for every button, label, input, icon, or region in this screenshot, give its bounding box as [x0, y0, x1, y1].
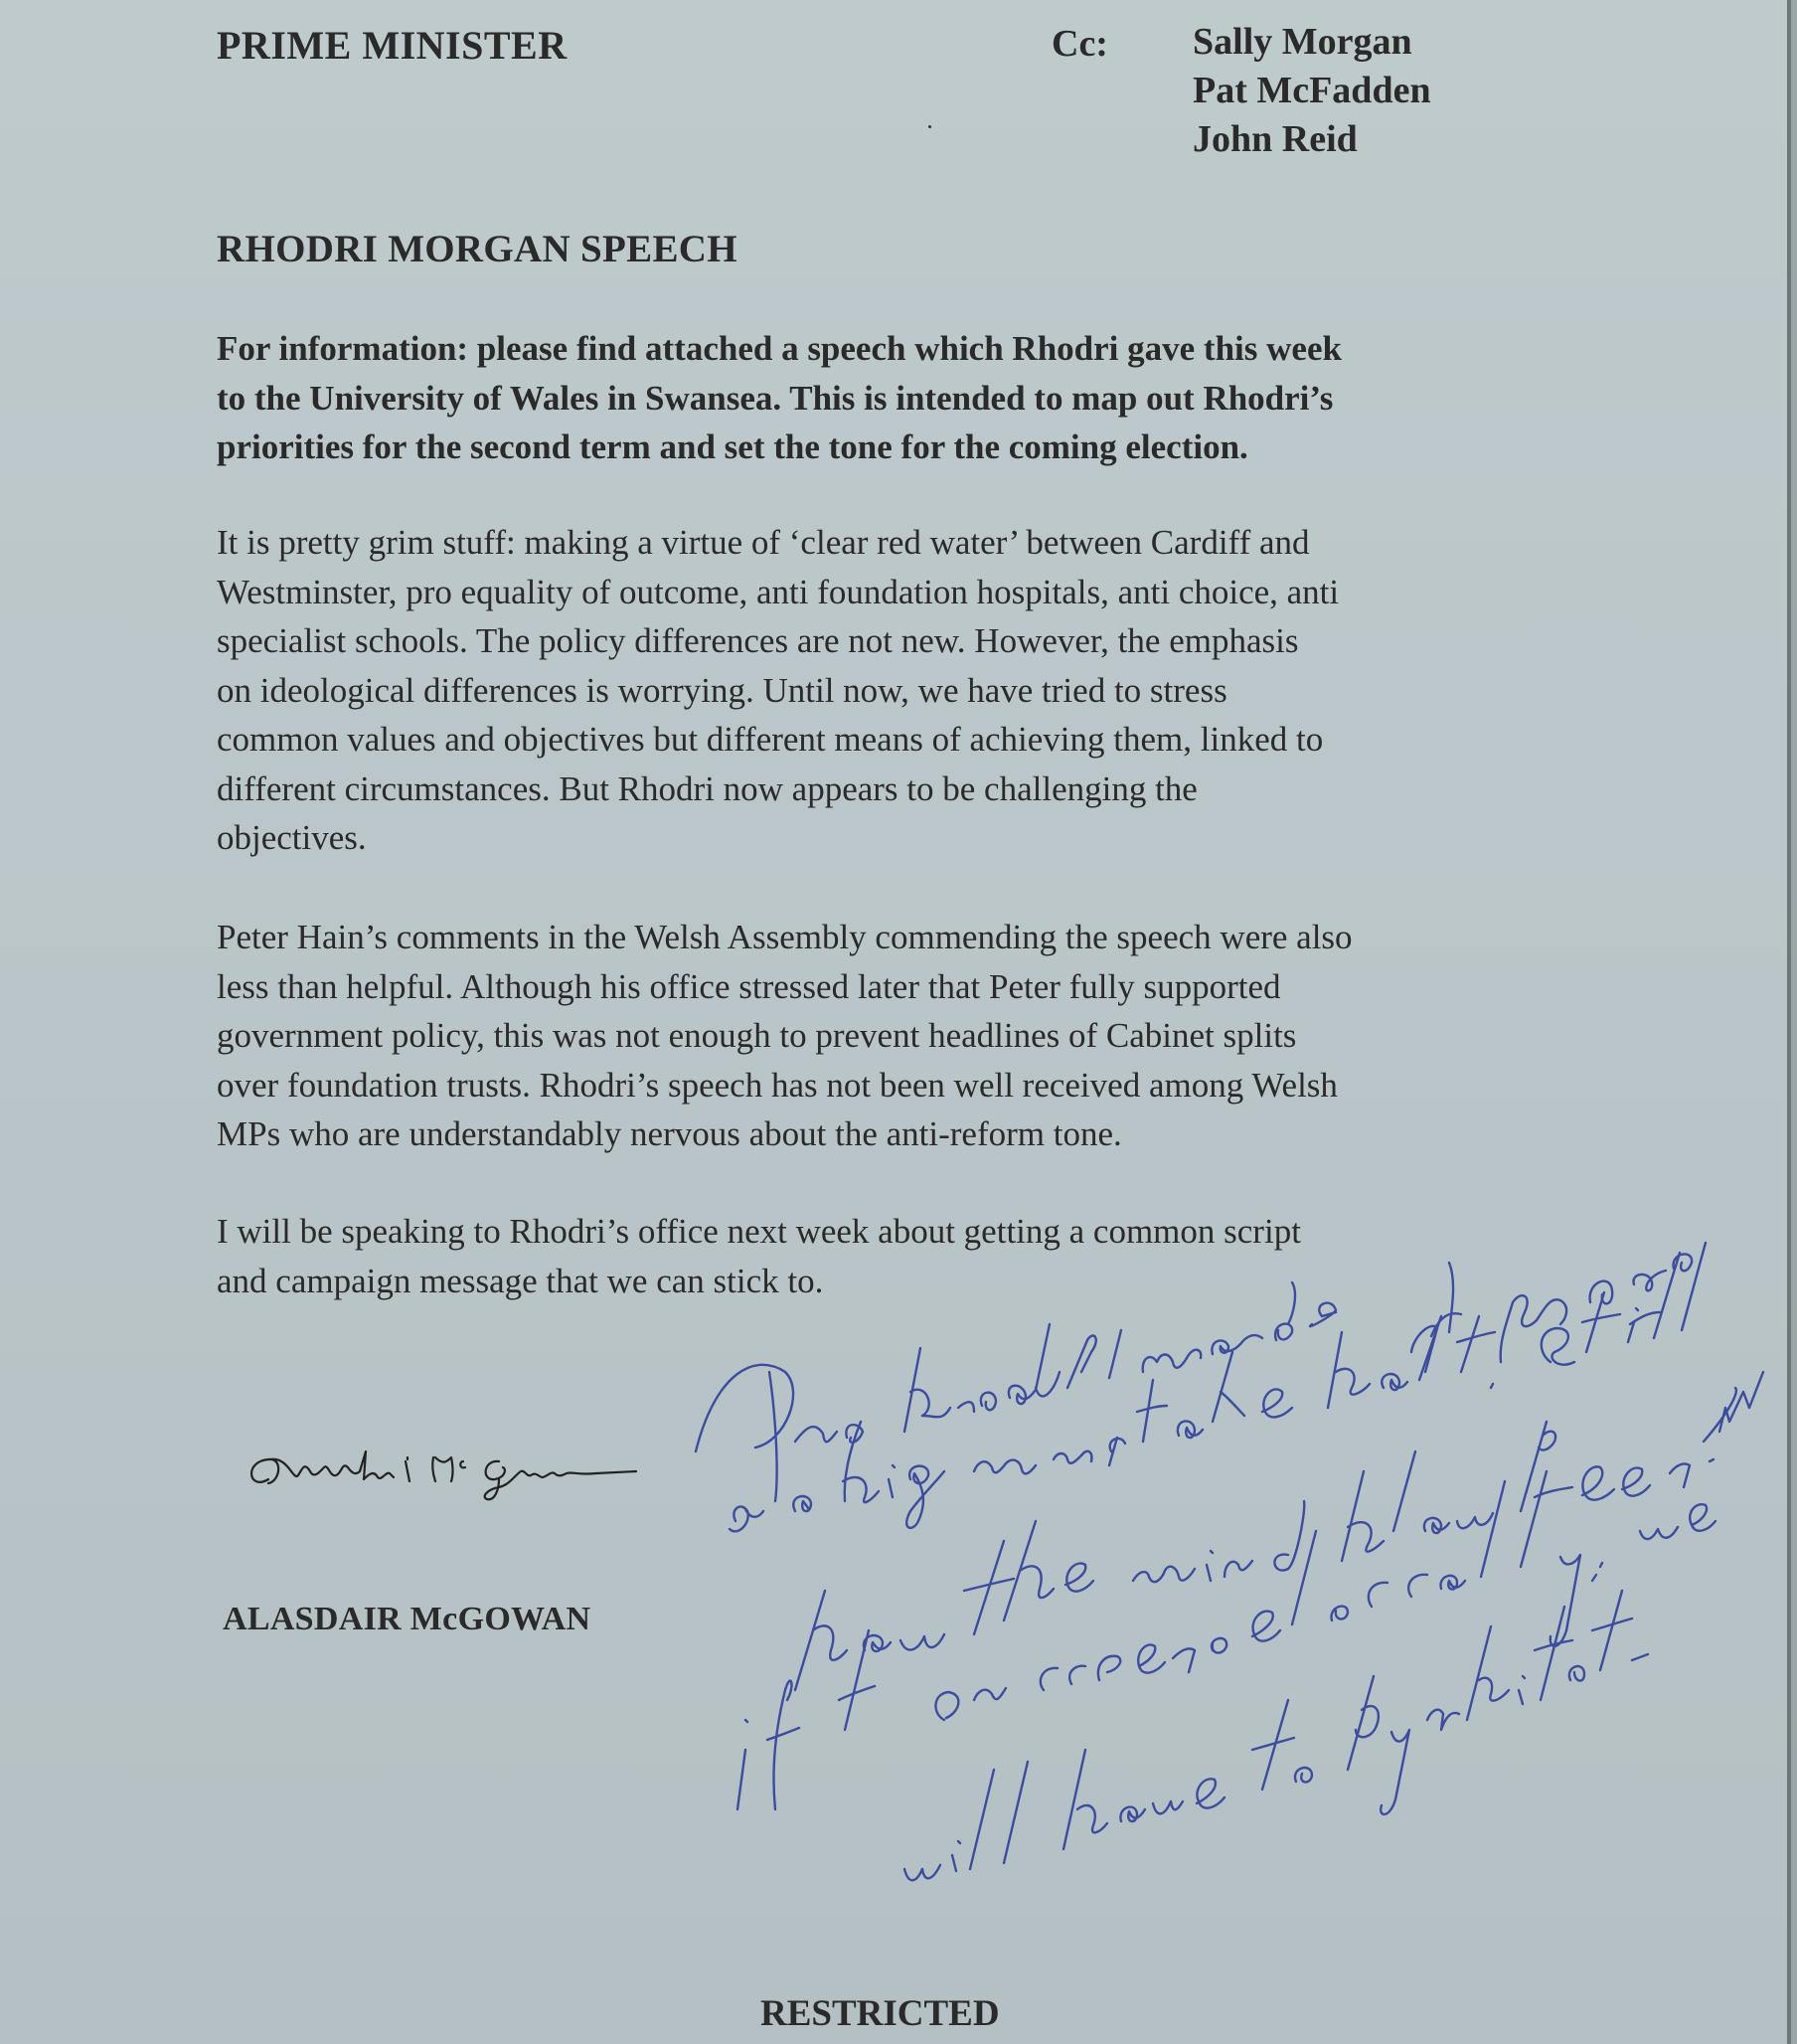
author-name: ALASDAIR McGOWAN [223, 1601, 591, 1637]
text-line: Peter Hain’s comments in the Welsh Assembly commending the speech were also [217, 918, 1353, 956]
speck [928, 125, 931, 128]
text-line: objectives. [217, 818, 367, 857]
text-line: I will be speaking to Rhodri’s office next week about getting a common script [217, 1212, 1301, 1251]
text-line: It is pretty grim stuff: making a virtue of ‘clear red water’ between Cardiff and [217, 523, 1310, 562]
text-line: For information: please find attached a speech which Rhodri gave this week [217, 329, 1342, 368]
text-line: and campaign message that we can stick to. [217, 1261, 824, 1300]
text-line: Westminster, pro equality of outcome, anti foundation hospitals, anti choice, anti [217, 572, 1340, 611]
text-line: common values and objectives but different means of achieving them, linked to [217, 720, 1324, 759]
text-line: specialist schools. The policy differences are not new. However, the emphasis [217, 621, 1299, 660]
page-edge-line [1787, 0, 1791, 2044]
text-line: to the University of Wales in Swansea. This is intended to map out Rhodri’s [217, 378, 1334, 418]
text-line: different circumstances. But Rhodri now appears to be challenging the [217, 768, 1198, 808]
cc-name: Sally Morgan [1193, 21, 1412, 63]
text-line: priorities for the second term and set the tone for the coming election. [217, 427, 1248, 466]
text-line: over foundation trusts. Rhodri’s speech has not been well received among Welsh [217, 1065, 1338, 1105]
classification-footer: RESTRICTED [760, 1993, 1000, 2034]
handwritten-signature [239, 1432, 735, 1511]
cc-name: Pat McFadden [1193, 70, 1431, 111]
text-line: MPs who are understandably nervous about the anti-reform tone. [217, 1114, 1122, 1153]
text-line: government policy, this was not enough to prevent headlines of Cabinet splits [217, 1016, 1297, 1055]
cc-list [1193, 18, 1431, 164]
paragraph-1 [217, 324, 1598, 472]
cc-name: John Reid [1193, 118, 1358, 160]
text-line: less than helpful. Although his office stressed later that Peter fully supported [217, 966, 1281, 1006]
text-line: on ideological differences is worrying. Until now, we have tried to stress [217, 670, 1227, 710]
recipient: PRIME MINISTER [217, 23, 568, 68]
paragraph-3 [217, 913, 1598, 1159]
cc-label: Cc: [1052, 23, 1108, 65]
handwritten-annotation [676, 1213, 1779, 1929]
memo-title: RHODRI MORGAN SPEECH [217, 228, 737, 270]
paragraph-2 [217, 518, 1598, 863]
